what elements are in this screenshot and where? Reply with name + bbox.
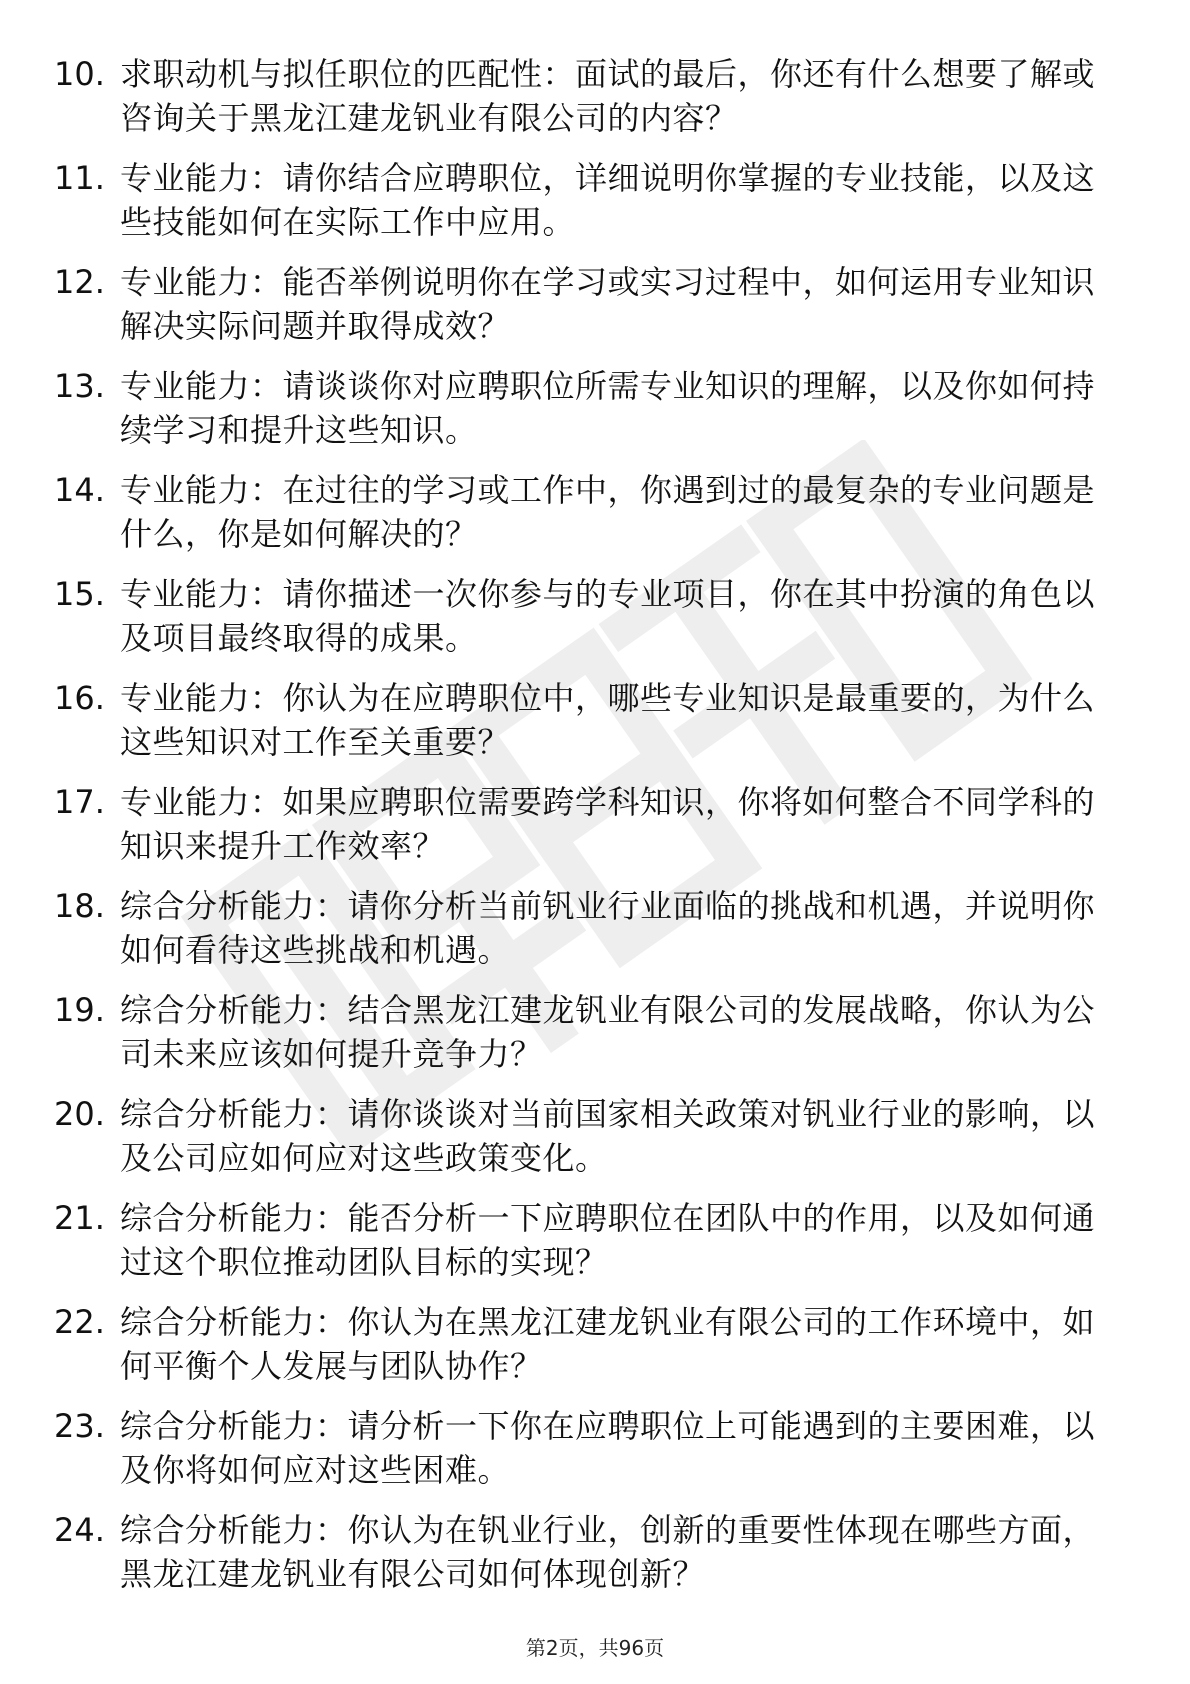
question-number: 18. [54,887,105,925]
question-number: 14. [54,471,105,509]
question-number: 22. [54,1303,105,1341]
question-text: 专业能力：如果应聘职位需要跨学科知识，你将如何整合不同学科的知识来提升工作效率？ [120,783,1096,865]
question-item [54,1196,1124,1300]
question-number: 10. [54,55,105,93]
question-item [54,1092,1124,1196]
question-number: 19. [54,991,105,1029]
question-item [54,572,1124,676]
question-number: 12. [54,263,105,301]
question-text: 综合分析能力：结合黑龙江建龙钒业有限公司的发展战略，你认为公司未来应该如何提升竞争力？ [120,991,1096,1073]
question-item [54,676,1124,780]
question-text: 求职动机与拟任职位的匹配性：面试的最后，你还有什么想要了解或咨询关于黑龙江建龙钒业有限公司的内容？ [120,55,1096,137]
page-footer [0,1634,1190,1662]
question-text: 综合分析能力：你认为在钒业行业，创新的重要性体现在哪些方面，黑龙江建龙钒业有限公司如何体现创新？ [120,1511,1096,1593]
question-number: 15. [54,575,105,613]
question-number: 21. [54,1199,105,1237]
question-text: 综合分析能力：请你谈谈对当前国家相关政策对钒业行业的影响，以及公司应如何应对这些政策变化。 [120,1095,1096,1177]
question-text: 专业能力：你认为在应聘职位中，哪些专业知识是最重要的，为什么这些知识对工作至关重要？ [120,679,1096,761]
question-number: 23. [54,1407,105,1445]
question-item [54,780,1124,884]
question-text: 综合分析能力：你认为在黑龙江建龙钒业有限公司的工作环境中，如何平衡个人发展与团队协作？ [120,1303,1096,1385]
question-text: 专业能力：请你结合应聘职位，详细说明你掌握的专业技能，以及这些技能如何在实际工作中应用。 [120,159,1096,241]
question-number: 13. [54,367,105,405]
question-item [54,1300,1124,1404]
question-text: 专业能力：请你描述一次你参与的专业项目，你在其中扮演的角色以及项目最终取得的成果。 [120,575,1096,657]
question-item [54,988,1124,1092]
question-text: 专业能力：能否举例说明你在学习或实习过程中，如何运用专业知识解决实际问题并取得成效？ [120,263,1096,345]
question-number: 11. [54,159,105,197]
question-item [54,884,1124,988]
question-item [54,1404,1124,1508]
page-number-label: 第2页，共96页 [525,1636,665,1660]
question-item [54,260,1124,364]
question-item [54,468,1124,572]
question-number: 20. [54,1095,105,1133]
question-text: 综合分析能力：请你分析当前钒业行业面临的挑战和机遇，并说明你如何看待这些挑战和机遇。 [120,887,1096,969]
question-item [54,364,1124,468]
question-text: 综合分析能力：请分析一下你在应聘职位上可能遇到的主要困难，以及你将如何应对这些困难。 [120,1407,1096,1489]
question-item [54,52,1124,156]
question-text: 专业能力：在过往的学习或工作中，你遇到过的最复杂的专业问题是什么，你是如何解决的？ [120,471,1096,553]
question-text: 综合分析能力：能否分析一下应聘职位在团队中的作用，以及如何通过这个职位推动团队目标的实现？ [120,1199,1096,1281]
question-number: 16. [54,679,105,717]
question-item [54,1508,1124,1612]
question-number: 17. [54,783,105,821]
question-text: 专业能力：请谈谈你对应聘职位所需专业知识的理解，以及你如何持续学习和提升这些知识。 [120,367,1096,449]
question-item [54,156,1124,260]
question-list [54,52,1124,1612]
question-number: 24. [54,1511,105,1549]
